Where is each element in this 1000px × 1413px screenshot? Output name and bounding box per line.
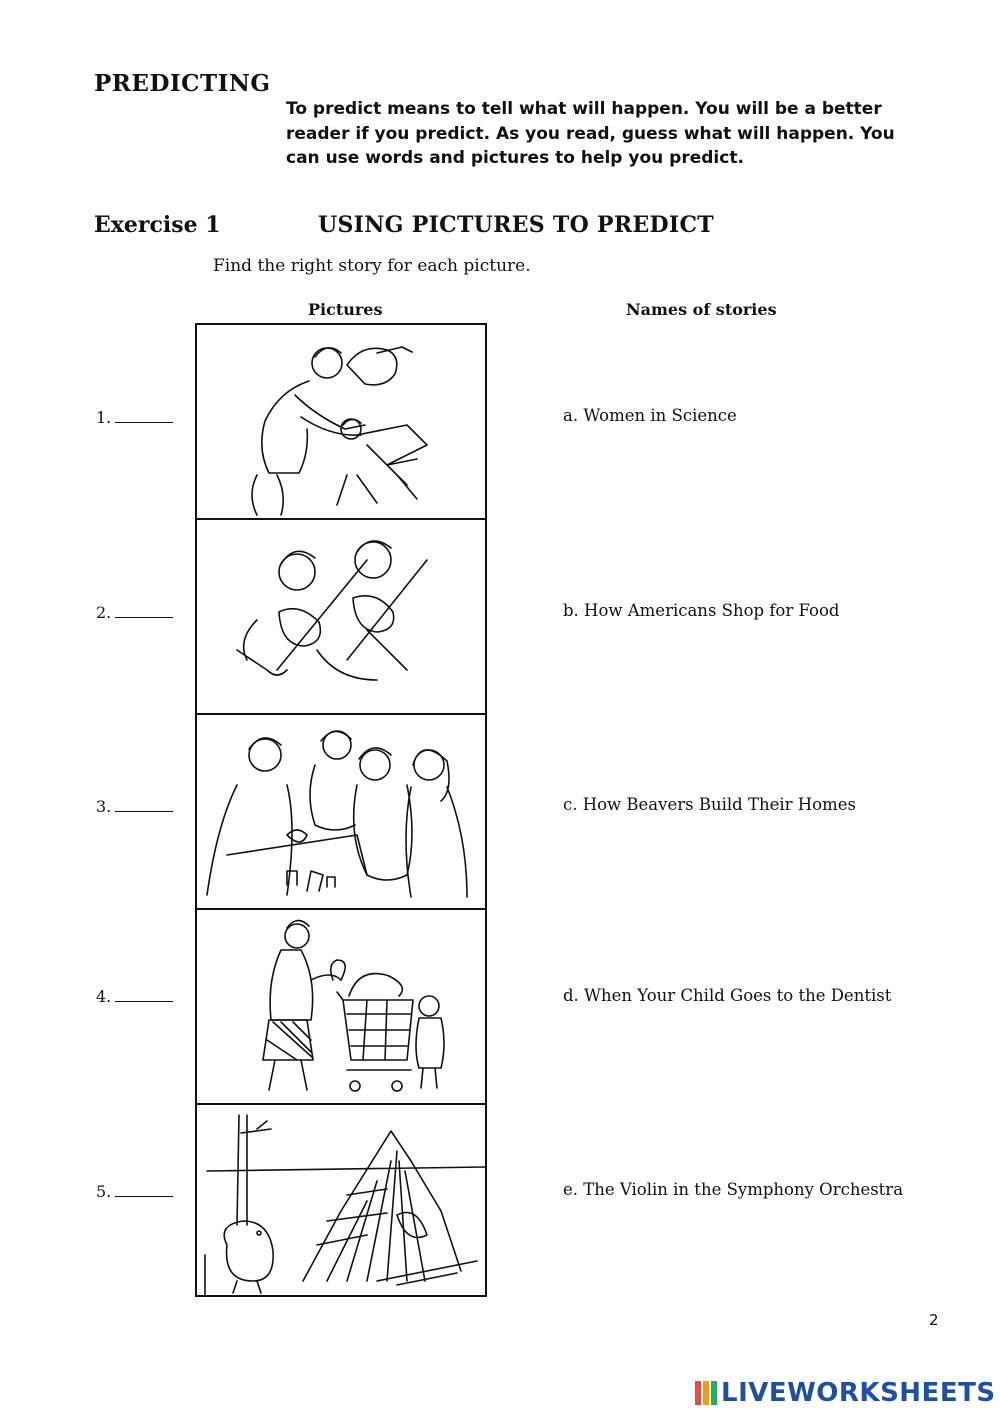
- answer-row-3: [96, 797, 173, 816]
- answer-blank-2[interactable]: [115, 605, 173, 618]
- page-number: 2: [929, 1311, 939, 1329]
- picture-dentist: [197, 325, 485, 520]
- pictures-column: [195, 323, 487, 1297]
- story-option-d: d. When Your Child Goes to the Dentist: [563, 986, 892, 1005]
- story-option-b: b. How Americans Shop for Food: [563, 601, 840, 620]
- story-option-e: e. The Violin in the Symphony Orchestra: [563, 1180, 904, 1199]
- answer-row-4: [96, 987, 173, 1006]
- picture-violinists: [197, 520, 485, 715]
- stories-column-header: Names of stories: [626, 300, 777, 319]
- item-number: 3.: [96, 797, 112, 816]
- story-option-a: a. Women in Science: [563, 406, 737, 425]
- intro-paragraph: To predict means to tell what will happen. You will be a better reader if you predict. As you read, guess what will happen. You can use words and pictures to help you predict.: [286, 99, 895, 168]
- brand-name: LIVEWORKSHEETS: [721, 1378, 996, 1408]
- liveworksheets-logo-icon: [695, 1381, 717, 1405]
- pictures-column-header: Pictures: [308, 300, 383, 319]
- answer-row-5: [96, 1182, 173, 1201]
- answer-row-1: [96, 408, 173, 427]
- answer-blank-3[interactable]: [115, 799, 173, 812]
- page-heading: PREDICTING: [94, 70, 271, 97]
- picture-laboratory: [197, 715, 485, 910]
- brand-footer[interactable]: [695, 1378, 996, 1408]
- answer-blank-4[interactable]: [115, 989, 173, 1002]
- exercise-title: USING PICTURES TO PREDICT: [318, 212, 714, 238]
- picture-shopping: [197, 910, 485, 1105]
- item-number: 4.: [96, 987, 112, 1006]
- story-option-c: c. How Beavers Build Their Homes: [563, 795, 856, 814]
- item-number: 1.: [96, 408, 112, 427]
- answer-blank-1[interactable]: [115, 410, 173, 423]
- picture-beaver: [197, 1105, 485, 1295]
- answer-blank-5[interactable]: [115, 1184, 173, 1197]
- exercise-label: Exercise 1: [94, 212, 221, 238]
- exercise-instruction: Find the right story for each picture.: [213, 256, 531, 276]
- item-number: 5.: [96, 1182, 112, 1201]
- answer-row-2: [96, 603, 173, 622]
- item-number: 2.: [96, 603, 112, 622]
